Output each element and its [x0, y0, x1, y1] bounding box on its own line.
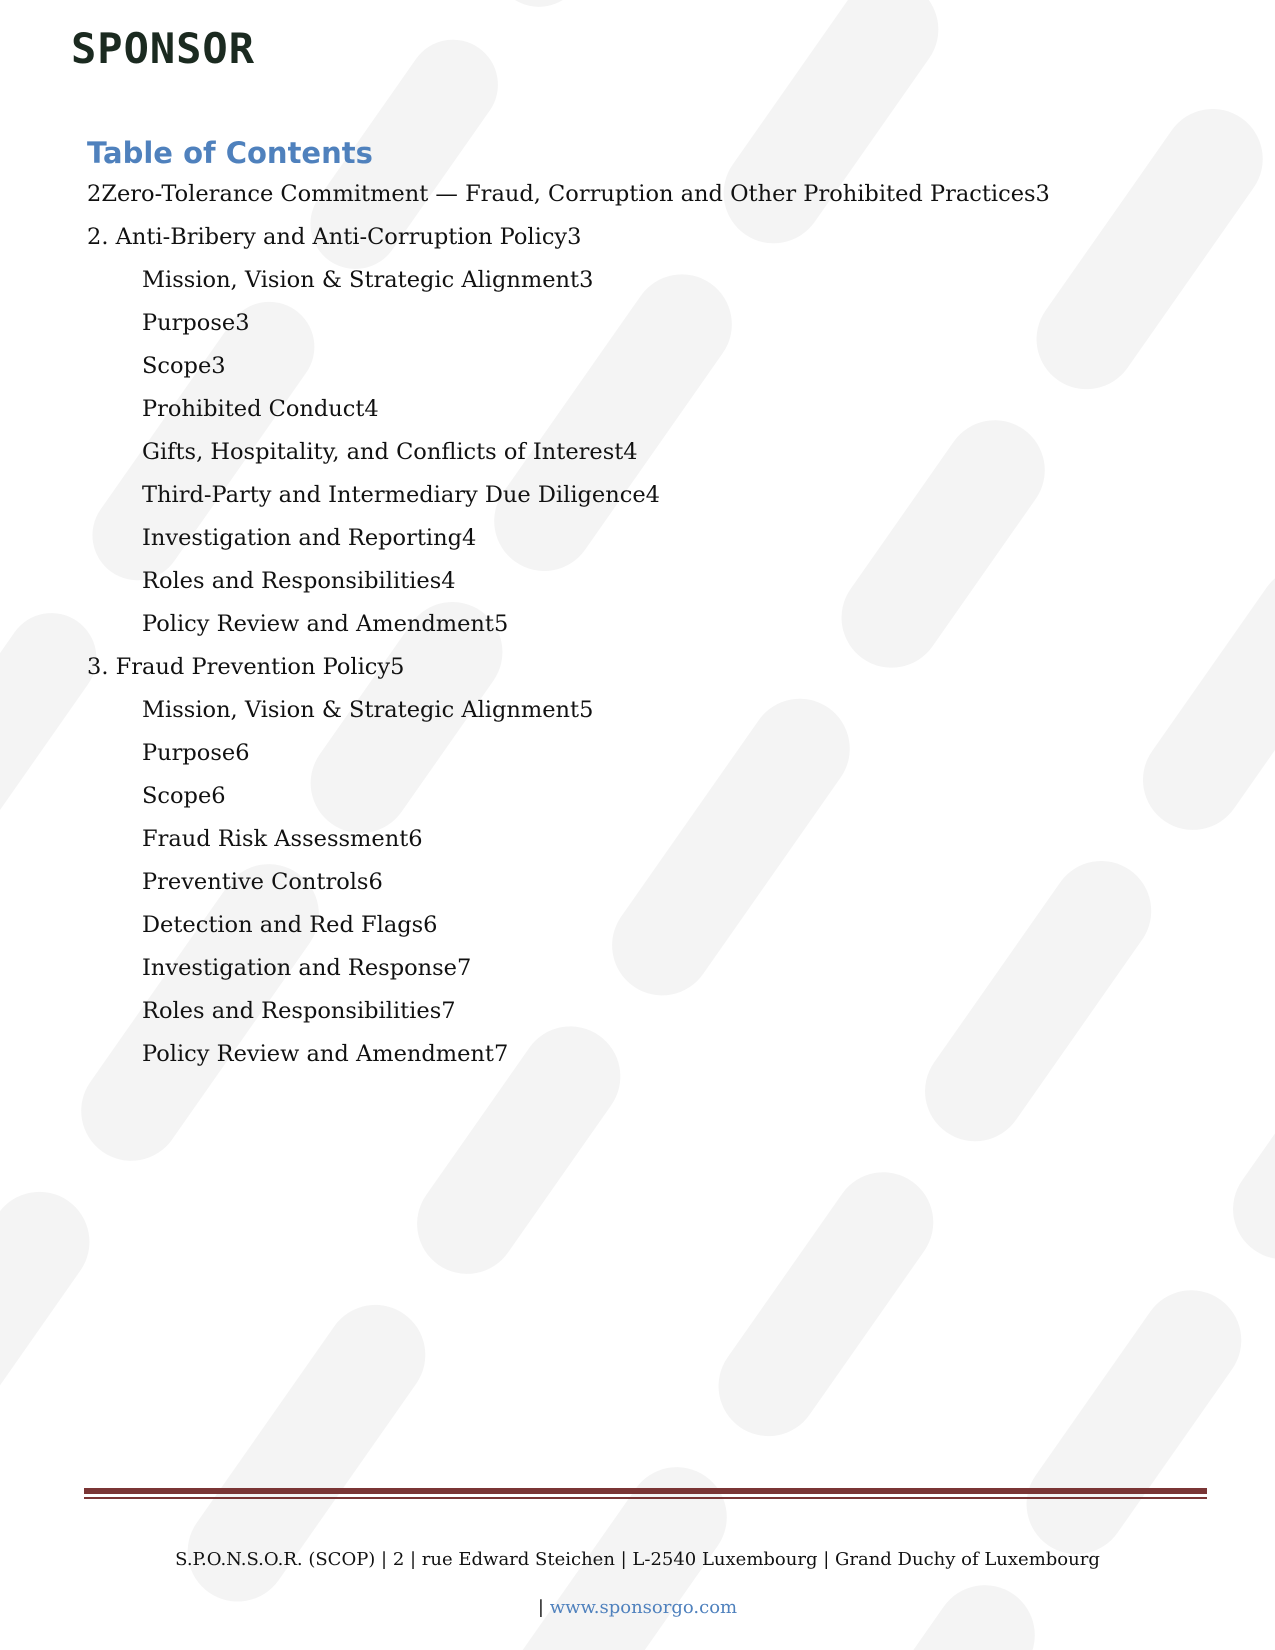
toc-subsection-entry[interactable]: Preventive Controls6: [142, 868, 383, 895]
toc-subsection-entry[interactable]: Policy Review and Amendment7: [142, 1040, 509, 1067]
footer-rule: [84, 1488, 1207, 1494]
toc-title: Table of Contents: [87, 136, 373, 170]
toc-list: [87, 173, 1237, 1076]
toc-section-entry[interactable]: 2Zero-Tolerance Commitment — Fraud, Corruption and Other Prohibited Practices3: [87, 180, 1050, 207]
toc-section-entry[interactable]: 2. Anti-Bribery and Anti-Corruption Policy3: [87, 223, 582, 250]
toc-subsection-entry[interactable]: Gifts, Hospitality, and Conflicts of Interest4: [142, 438, 638, 465]
toc-subsection-entry[interactable]: Fraud Risk Assessment6: [142, 825, 423, 852]
toc-subsection-entry[interactable]: Mission, Vision & Strategic Alignment5: [142, 696, 594, 723]
toc-subsection-entry[interactable]: Roles and Responsibilities7: [142, 997, 456, 1024]
toc-section-entry[interactable]: 3. Fraud Prevention Policy5: [87, 653, 405, 680]
toc-subsection-entry[interactable]: Scope6: [142, 782, 226, 809]
toc-subsection-entry[interactable]: Policy Review and Amendment5: [142, 610, 509, 637]
toc-subsection-entry[interactable]: Scope3: [142, 352, 226, 379]
toc-subsection-entry[interactable]: Mission, Vision & Strategic Alignment3: [142, 266, 594, 293]
toc-subsection-entry[interactable]: Detection and Red Flags6: [142, 911, 438, 938]
toc-subsection-entry[interactable]: Third-Party and Intermediary Due Diligence4: [142, 481, 660, 508]
footer-rule-thin: [84, 1497, 1207, 1499]
sponsor-logo: SPONSOR: [71, 24, 256, 73]
footer-address: S.P.O.N.S.O.R. (SCOP) | 2 | rue Edward Steichen | L-2540 Luxembourg | Grand Duchy of Luxembourg: [175, 1549, 1100, 1570]
toc-subsection-entry[interactable]: Purpose3: [142, 309, 250, 336]
website-link[interactable]: www.sponsorgo.com: [549, 1597, 738, 1618]
toc-subsection-entry[interactable]: Prohibited Conduct4: [142, 395, 379, 422]
toc-subsection-entry[interactable]: Investigation and Reporting4: [142, 524, 477, 551]
footer-website-line: [0, 1597, 1275, 1618]
toc-subsection-entry[interactable]: Investigation and Response7: [142, 954, 472, 981]
toc-subsection-entry[interactable]: Roles and Responsibilities4: [142, 567, 456, 594]
table-of-contents: [87, 136, 1237, 1076]
toc-subsection-entry[interactable]: Purpose6: [142, 739, 250, 766]
footer-separator: |: [537, 1597, 544, 1618]
